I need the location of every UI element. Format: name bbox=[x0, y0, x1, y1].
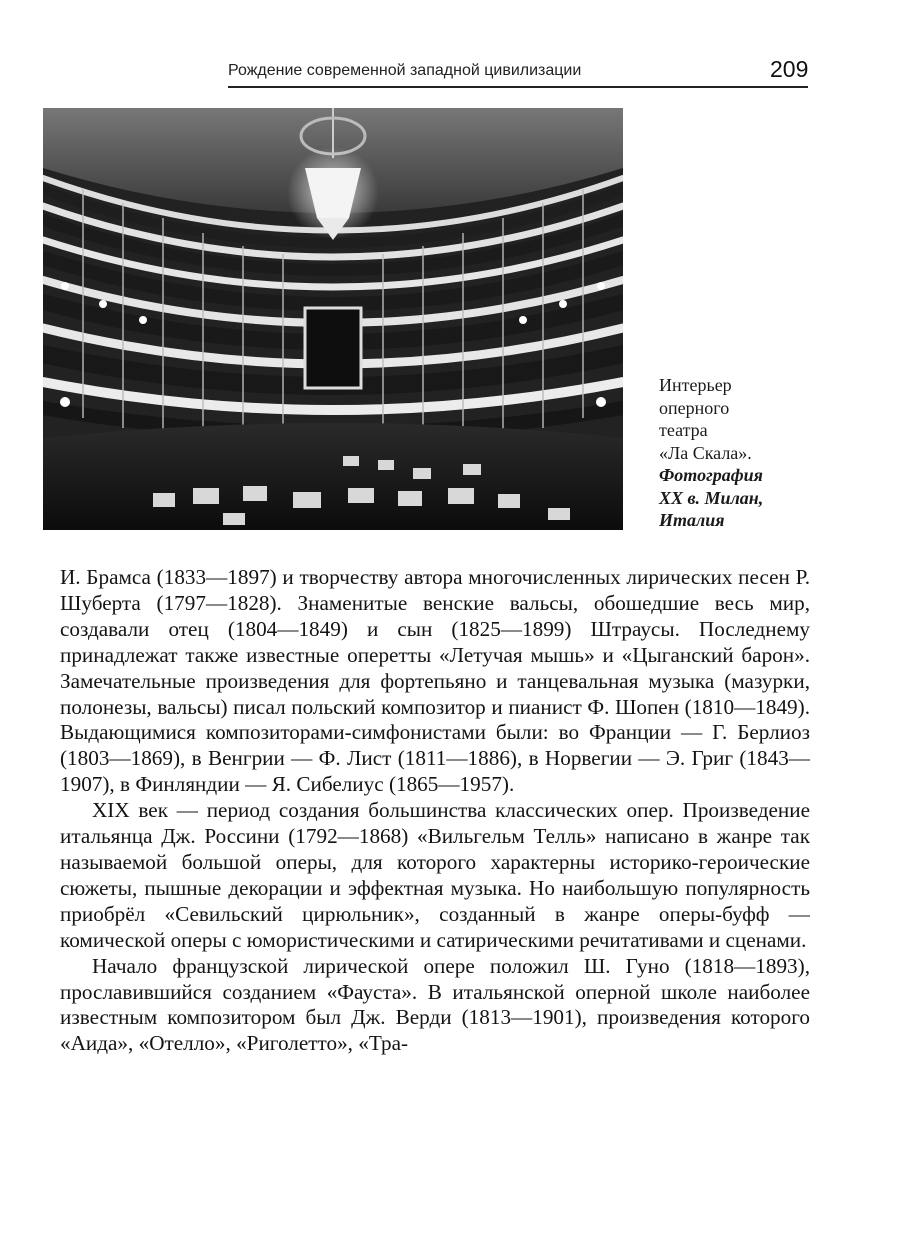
caption-line: Интерьер bbox=[659, 375, 732, 395]
caption-italic-line: Фотография bbox=[659, 465, 763, 485]
paragraph: Начало французской лирической опере положил Ш. Гуно (1818—1893), прославившийся созданием «Фауста». В итальянской оперной школе наиболее известным композитором был Дж. Верди (1813—1901), произведения которого «Аида», «Отелло», «Риголетто», «Тра- bbox=[60, 953, 810, 1056]
page-number: 209 bbox=[770, 56, 809, 82]
paragraph: И. Брамса (1833—1897) и творчеству автора многочисленных лирических песен Р. Шуберта (1797—1828). Знаменитые венские вальсы, обошедшие весь мир, создавали отец (1804—1849) и сын (1825—1899) Штраусы. Последнему принадлежат также известные оперетты «Летучая мышь» и «Цыганский барон». Замечательные произведения для фортепьяно и танцевальная музыка (мазурки, полонезы, вальсы) писал польский композитор и пианист Ф. Шопен (1810—1849). Выдающимися композиторами-симфонистами были: во Франции — Г. Берлиоз (1803—1869), в Венгрии — Ф. Лист (1811—1886), в Норвегии — Э. Григ (1843—1907), в Финляндии — Я. Сибелиус (1865—1957). bbox=[60, 565, 810, 797]
running-head-title: Рождение современной западной цивилизации bbox=[228, 62, 582, 79]
header-rule bbox=[228, 86, 808, 88]
caption-line: «Ла Скала». bbox=[659, 442, 752, 463]
caption-italic-line: Италия bbox=[659, 510, 725, 530]
photo-caption bbox=[659, 374, 859, 532]
paragraph: XIX век — период создания большинства классических опер. Произведение итальянца Дж. Россини (1792—1868) «Вильгельм Телль» написано в жанре так называемой большой оперы, для которого характерны историко-героические сюжеты, пышные декорации и эффектная музыка. Но наибольшую популярность приобрёл «Севильский цирюльник», созданный в жанре оперы-буфф — комической оперы с юмористическими и сатирическими речитативами и сценами. bbox=[60, 798, 810, 952]
la-scala-interior-photo bbox=[43, 108, 623, 530]
caption-line: театра bbox=[659, 420, 708, 440]
body-text bbox=[60, 565, 810, 1057]
caption-line: оперного bbox=[659, 397, 730, 418]
caption-italic-line: XX в. Милан, bbox=[659, 487, 764, 508]
